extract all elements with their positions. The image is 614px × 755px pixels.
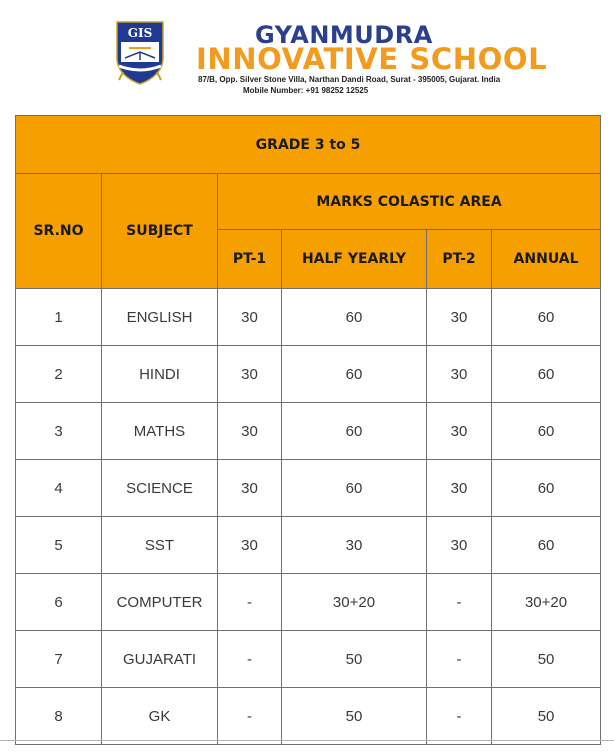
cell-subject: COMPUTER [102, 574, 218, 631]
cell-annual: 60 [492, 289, 601, 346]
cell-subject: MATHS [102, 403, 218, 460]
cell-half-yearly: 50 [282, 631, 427, 688]
table-row [16, 460, 601, 517]
table-row [16, 403, 601, 460]
cell-sr-no: 6 [16, 574, 102, 631]
cell-annual: 50 [492, 631, 601, 688]
header-marks-area: MARKS COLASTIC AREA [218, 174, 601, 230]
header-subject: SUBJECT [102, 174, 218, 289]
school-crest-logo [113, 20, 167, 86]
cell-sr-no: 8 [16, 688, 102, 745]
table-row [16, 517, 601, 574]
header-annual: ANNUAL [492, 230, 601, 289]
cell-pt1: 30 [218, 517, 282, 574]
cell-sr-no: 2 [16, 346, 102, 403]
school-name-line2: INNOVATIVE SCHOOL [196, 42, 548, 76]
cell-half-yearly: 50 [282, 688, 427, 745]
cell-pt2: 30 [427, 517, 492, 574]
header-pt1: PT-1 [218, 230, 282, 289]
cell-pt2: - [427, 574, 492, 631]
table-row [16, 346, 601, 403]
cell-annual: 50 [492, 688, 601, 745]
cell-half-yearly: 30 [282, 517, 427, 574]
cell-annual: 60 [492, 460, 601, 517]
cell-pt1: 30 [218, 346, 282, 403]
table-row [16, 289, 601, 346]
cell-subject: SCIENCE [102, 460, 218, 517]
cell-annual: 60 [492, 403, 601, 460]
cell-pt1: 30 [218, 403, 282, 460]
cell-half-yearly: 60 [282, 346, 427, 403]
school-name-line1: GYANMUDRA [255, 21, 433, 49]
cell-annual: 60 [492, 346, 601, 403]
marks-table [15, 115, 601, 745]
header-sr-no: SR.NO [16, 174, 102, 289]
cell-pt2: 30 [427, 460, 492, 517]
school-mobile: Mobile Number: +91 98252 12525 [243, 86, 369, 95]
table-row [16, 631, 601, 688]
cell-sr-no: 3 [16, 403, 102, 460]
school-header [0, 0, 614, 110]
cell-pt2: - [427, 688, 492, 745]
cell-pt1: 30 [218, 460, 282, 517]
cell-half-yearly: 30+20 [282, 574, 427, 631]
cell-sr-no: 5 [16, 517, 102, 574]
table-row [16, 574, 601, 631]
cell-pt2: 30 [427, 403, 492, 460]
cell-pt2: 30 [427, 346, 492, 403]
grade-title: GRADE 3 to 5 [16, 116, 601, 174]
cell-sr-no: 1 [16, 289, 102, 346]
cell-pt1: - [218, 574, 282, 631]
cell-pt1: - [218, 631, 282, 688]
header-half-yearly: HALF YEARLY [282, 230, 427, 289]
cell-half-yearly: 60 [282, 460, 427, 517]
cell-sr-no: 4 [16, 460, 102, 517]
header-pt2: PT-2 [427, 230, 492, 289]
cell-pt2: 30 [427, 289, 492, 346]
cell-sr-no: 7 [16, 631, 102, 688]
table-row [16, 688, 601, 745]
cell-subject: ENGLISH [102, 289, 218, 346]
cell-annual: 30+20 [492, 574, 601, 631]
page-bottom-divider [0, 740, 614, 741]
cell-annual: 60 [492, 517, 601, 574]
cell-pt1: - [218, 688, 282, 745]
cell-subject: GK [102, 688, 218, 745]
cell-subject: SST [102, 517, 218, 574]
cell-half-yearly: 60 [282, 289, 427, 346]
cell-half-yearly: 60 [282, 403, 427, 460]
cell-pt2: - [427, 631, 492, 688]
logo-text: GIS [127, 26, 153, 40]
school-address: 87/B, Opp. Silver Stone Villa, Narthan Dandi Road, Surat - 395005, Gujarat. India [198, 75, 501, 84]
cell-subject: HINDI [102, 346, 218, 403]
cell-pt1: 30 [218, 289, 282, 346]
cell-subject: GUJARATI [102, 631, 218, 688]
